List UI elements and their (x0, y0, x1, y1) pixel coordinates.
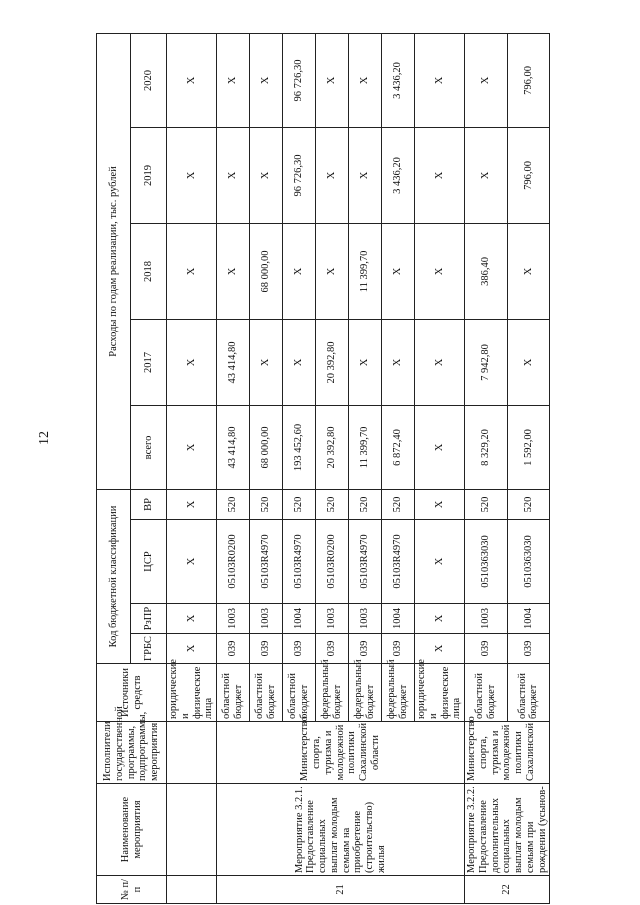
page-number: 12 (37, 431, 52, 445)
cell-total: 193 452,60 (283, 405, 316, 489)
header-executor: Исполнители государственной программы, подпрограммы, мероприятия (97, 722, 167, 784)
cell-vr: Х (415, 489, 465, 519)
cell-empty (167, 784, 217, 876)
header-expenses: Расходы по годам реализации, тыс. рублей (97, 33, 131, 489)
cell-rzpr: 1003 (465, 604, 508, 634)
cell-grbs: 039 (316, 634, 349, 664)
cell-2020: Х (316, 33, 349, 127)
cell-source: областной бюджет (465, 664, 508, 722)
cell-2017: Х (283, 319, 316, 405)
cell-empty (167, 876, 217, 904)
cell-2018: Х (217, 223, 250, 319)
cell-rzpr: Х (415, 604, 465, 634)
cell-source: федеральный бюджет (382, 664, 415, 722)
cell-2017: Х (382, 319, 415, 405)
cell-csr: Х (415, 520, 465, 604)
cell-2020: 796,00 (507, 33, 550, 127)
cell-2018: Х (382, 223, 415, 319)
cell-rzpr: 1003 (217, 604, 250, 634)
cell-2019: 96 726,30 (283, 127, 316, 223)
cell-source: федеральный бюджет (349, 664, 382, 722)
cell-source: областной бюджет (507, 664, 550, 722)
cell-2017: 43 414,80 (217, 319, 250, 405)
cell-grbs: 039 (283, 634, 316, 664)
cell-rzpr: 1004 (507, 604, 550, 634)
header-2017: 2017 (131, 319, 167, 405)
rotated-table-wrapper (96, 34, 548, 904)
cell-2017: Х (250, 319, 283, 405)
cell-grbs: 039 (349, 634, 382, 664)
table-row (465, 33, 508, 903)
cell-num: 21 (217, 876, 465, 904)
header-budget-code: Код бюджетной классификации (97, 489, 131, 663)
cell-2019: Х (465, 127, 508, 223)
cell-2019: Х (167, 127, 217, 223)
cell-2018: Х (507, 223, 550, 319)
cell-grbs: 039 (507, 634, 550, 664)
cell-total: 43 414,80 (217, 405, 250, 489)
cell-2019: Х (316, 127, 349, 223)
cell-total: 20 392,80 (316, 405, 349, 489)
cell-rzpr: 1003 (250, 604, 283, 634)
cell-rzpr: 1003 (349, 604, 382, 634)
cell-2020: Х (415, 33, 465, 127)
cell-vr: Х (167, 489, 217, 519)
header-2019: 2019 (131, 127, 167, 223)
cell-grbs: Х (167, 634, 217, 664)
cell-2018: 386,40 (465, 223, 508, 319)
cell-2019: Х (250, 127, 283, 223)
cell-source: областной бюджет (217, 664, 250, 722)
cell-rzpr: 1004 (283, 604, 316, 634)
cell-grbs: 039 (465, 634, 508, 664)
cell-csr: 0510363030 (507, 520, 550, 604)
cell-2018: Х (167, 223, 217, 319)
cell-csr: 05103R4970 (283, 520, 316, 604)
cell-2020: 3 436,20 (382, 33, 415, 127)
cell-source: юридические и физические лица (415, 664, 465, 722)
cell-2020: Х (167, 33, 217, 127)
cell-rzpr: Х (167, 604, 217, 634)
cell-grbs: Х (415, 634, 465, 664)
header-2018: 2018 (131, 223, 167, 319)
header-sources: Источники средств (97, 664, 167, 722)
cell-executor: Министерство спорта, туризма и молодежной политики Сахалинской (465, 722, 550, 784)
cell-vr: 520 (283, 489, 316, 519)
cell-2017: Х (167, 319, 217, 405)
cell-vr: 520 (217, 489, 250, 519)
cell-csr: 05103R4970 (250, 520, 283, 604)
cell-2020: Х (217, 33, 250, 127)
cell-total: Х (167, 405, 217, 489)
header-2020: 2020 (131, 33, 167, 127)
cell-csr: 05103R0200 (316, 520, 349, 604)
cell-num: 22 (465, 876, 550, 904)
cell-total: 8 329,20 (465, 405, 508, 489)
cell-2017: 7 942,80 (465, 319, 508, 405)
cell-2018: Х (316, 223, 349, 319)
cell-vr: 520 (250, 489, 283, 519)
cell-vr: 520 (507, 489, 550, 519)
cell-source: областной бюджет (250, 664, 283, 722)
cell-2020: 96 726,30 (283, 33, 316, 127)
cell-vr: 520 (349, 489, 382, 519)
cell-total: 1 592,00 (507, 405, 550, 489)
cell-grbs: 039 (217, 634, 250, 664)
cell-total: Х (415, 405, 465, 489)
cell-source: федеральный бюджет (316, 664, 349, 722)
cell-csr: 05103R4970 (382, 520, 415, 604)
cell-csr: Х (167, 520, 217, 604)
cell-total: 68 000,00 (250, 405, 283, 489)
cell-2019: 3 436,20 (382, 127, 415, 223)
cell-2019: Х (415, 127, 465, 223)
header-total: всего (131, 405, 167, 489)
cell-grbs: 039 (382, 634, 415, 664)
cell-2018: Х (283, 223, 316, 319)
cell-2020: Х (349, 33, 382, 127)
cell-source: юридические и физические лица (167, 664, 217, 722)
cell-2018: Х (415, 223, 465, 319)
cell-csr: 05103R0200 (217, 520, 250, 604)
cell-vr: 520 (465, 489, 508, 519)
table-row (167, 33, 217, 903)
header-num: № п/п (97, 876, 167, 904)
cell-2020: Х (465, 33, 508, 127)
cell-2020: Х (250, 33, 283, 127)
table-row (217, 33, 250, 903)
cell-csr: 051036З030 (465, 520, 508, 604)
cell-total: 11 399,70 (349, 405, 382, 489)
cell-2018: 68 000,00 (250, 223, 283, 319)
cell-2019: Х (349, 127, 382, 223)
header-vr: ВР (131, 489, 167, 519)
cell-2018: 11 399,70 (349, 223, 382, 319)
cell-2017: Х (507, 319, 550, 405)
cell-source: областной бюджет (283, 664, 316, 722)
budget-table (96, 33, 550, 904)
cell-2017: 20 392,80 (316, 319, 349, 405)
cell-empty (167, 722, 217, 784)
cell-vr: 520 (382, 489, 415, 519)
cell-2017: Х (349, 319, 382, 405)
cell-2017: Х (415, 319, 465, 405)
cell-csr: 05103R4970 (349, 520, 382, 604)
cell-name: Мероприятие 3.2.1. Предоставление социальных выплат молодым семьям на приобретение (строительство) жилья (217, 784, 465, 876)
cell-executor: Министерство спорта, туризма и молодежной политики Сахалинской области (217, 722, 465, 784)
cell-2019: 796,00 (507, 127, 550, 223)
cell-2019: Х (217, 127, 250, 223)
cell-vr: 520 (316, 489, 349, 519)
cell-rzpr: 1004 (382, 604, 415, 634)
cell-total: 6 872,40 (382, 405, 415, 489)
header-csr: ЦСР (131, 520, 167, 604)
header-name: Наименование мероприятия (97, 784, 167, 876)
cell-grbs: 039 (250, 634, 283, 664)
header-rzpr: РзПР (131, 604, 167, 634)
header-grbs: ГРБС (131, 634, 167, 664)
cell-name: Мероприятие 3.2.2. Предоставление дополнительных социальных выплат молодым семьям при рождении (усынов- (465, 784, 550, 876)
cell-rzpr: 1003 (316, 604, 349, 634)
